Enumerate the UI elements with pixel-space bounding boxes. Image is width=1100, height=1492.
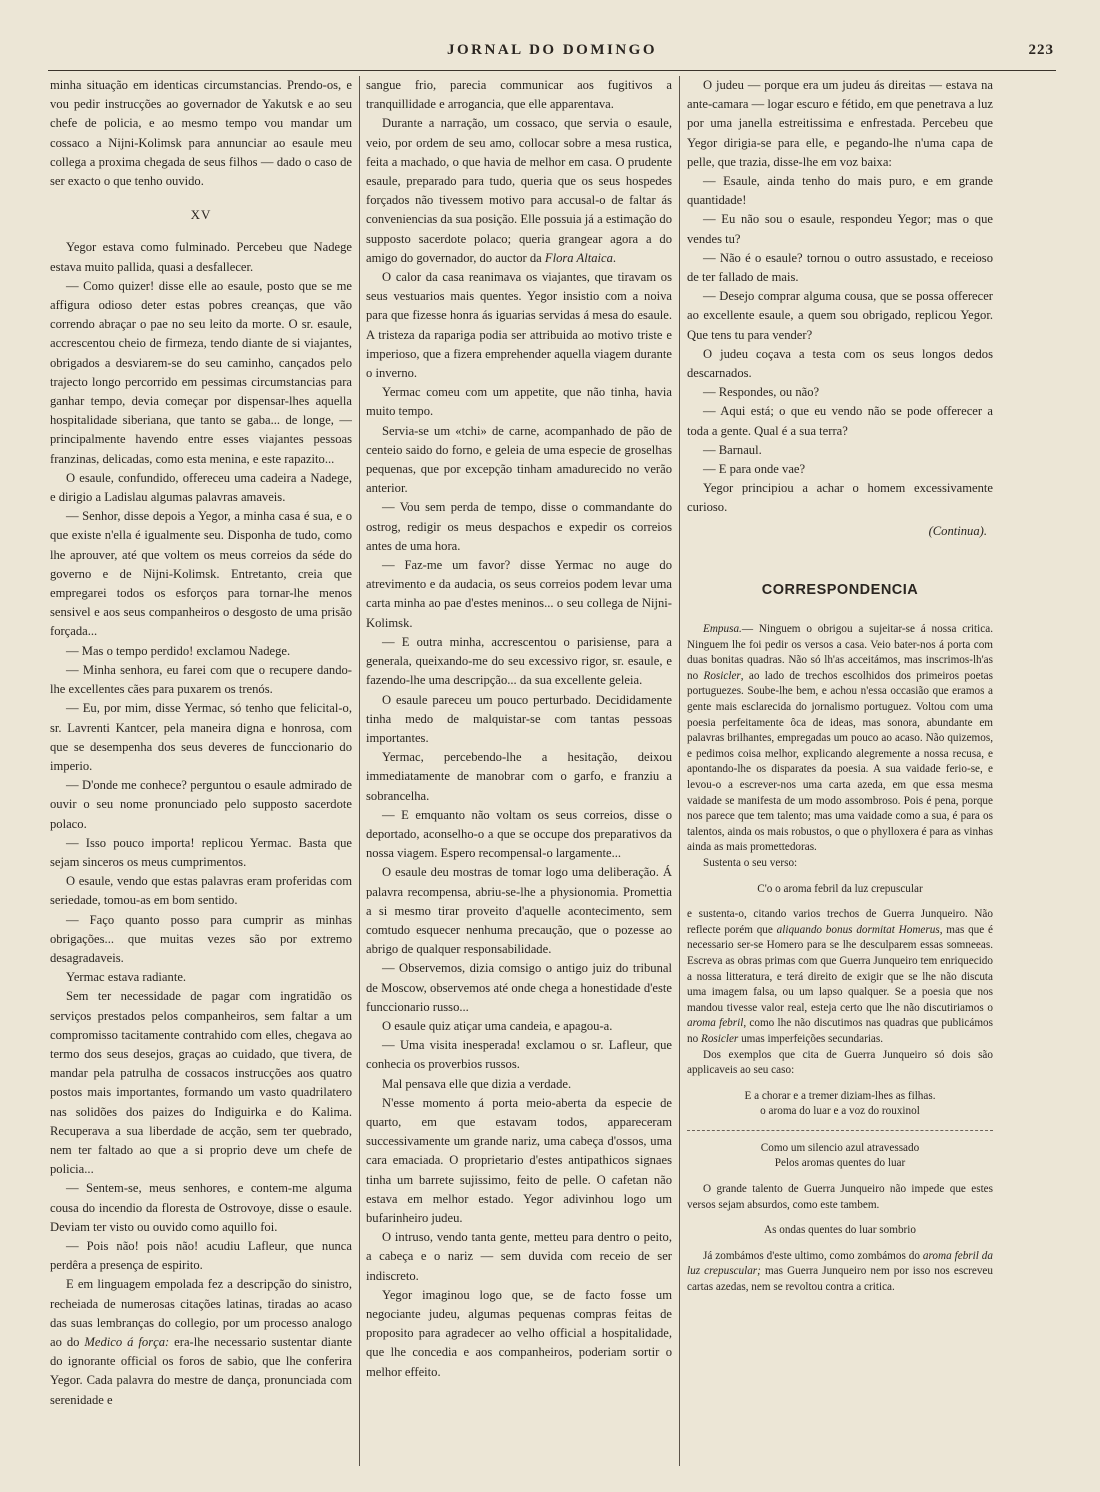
verse-quote [687, 1141, 993, 1172]
paragraph: sangue frio, parecia communicar aos fugitivos a tranquillidade e arrogancia, que elle apparentava. [366, 78, 672, 112]
paragraph: — Observemos, dizia comsigo o antigo juiz do tribunal de Moscow, observemos até onde chega a honestidade d'este funccionario russo... [366, 961, 672, 1014]
text-run: era-lhe necessario sustentar diante do ignorante official os foros de sabio, que lhe conferira Yegor. Cada palavra do mestre de dança, pronunciada com serenidade e [50, 1335, 352, 1407]
paragraph: — Esaule, ainda tenho do mais puro, e em grande quantidade! [687, 174, 993, 208]
text-run: umas imperfeições secundarias. [738, 1032, 884, 1045]
continua-note: (Continua). [928, 523, 987, 538]
text-run: , mas que é necessario ser-se Homero para se lhe desculparem essas somneeas. Escreva as obras primas com que Guerra Junqueiro tem enriquecido a nossa litteratura, e terá direito de exigir que se lhe não discuta uma imagem falsa, ou um lapso qualquer. Se a poesia que nos mandou tivesse valor real, esteja certo que lhe não discutiriamos o [687, 923, 993, 1014]
paragraph: Yermac, percebendo-lhe a hesitação, deixou immediatamente de manobrar com o garfo, e franziu a sobrancelha. [366, 750, 672, 803]
paragraph: O judeu — porque era um judeu ás direitas — estava na ante-camara — logar escuro e fétido, em que penetrava a luz por uma janella estreitissima e enfrestada. Percebeu que Yegor dirigia-se para elle, e pegando-lhe n'uma capa de pelle, que trazia, disse-lhe em voz baixa: [687, 78, 993, 169]
paragraph: — Respondes, ou não? [703, 385, 820, 400]
correspondencia-heading: CORRESPONDENCIA [761, 581, 919, 598]
correspondence-paragraph: Sustenta o seu verso: [703, 856, 798, 869]
italic-title: Medico á força: [84, 1335, 170, 1349]
verse-line: Como um silencio azul atravessado [760, 1141, 920, 1154]
text-run: — Ninguem o obrigou a sujeitar-se á nossa critica. Ninguem lhe foi pedir os versos a casa. Veio bater-nos á porta com duas bonitas quadras. Não só lh'as acceitámos, mas inscrimos-lh'as no [687, 623, 993, 682]
paragraph: O esaule, vendo que estas palavras eram proferidas com seriedade, tomou-as em bom sentido. [50, 874, 352, 908]
paragraph: O judeu coçava a testa com os seus longos dedos descarnados. [687, 346, 993, 381]
text-run: Já zombámos d'este ultimo, como zombámos do [703, 1249, 923, 1262]
paragraph: N'esse momento á porta meio-aberta da especie de quarto, em que estavam todos, appareceram successivamente um grande nariz, uma cabeça d'ossos, uma cara emaciada. O proprietario d'estes antipathicos signaes tinha um barrete sujissimo, feito de pelle. O cafetan não estava em melhor estado. Yegor adivinhou logo um bufarinheiro judeu. [366, 1095, 672, 1225]
italic-title: Flora Altaica [544, 250, 613, 265]
column-rule-2 [679, 76, 680, 1466]
paragraph: O esaule quiz atiçar uma candeia, e apagou-a. [382, 1018, 613, 1033]
verse-line: C'o o aroma febril da luz crepuscular [757, 882, 923, 895]
paragraph: minha situação em identicas circumstancias. Prendo-os, e vou pedir instrucções ao governador de Yakutsk e ao seu chefe de policia, e ao mesmo tempo vou mandar um cossaco a Nijni-Kolimsk para annunciar ao esaule meu collega a proxima chegada de seus filhos — dado o caso de ser exacto o que tenho ouvido. [50, 78, 352, 189]
paragraph: O intruso, vendo tanta gente, metteu para dentro o peito, a cabeça e o nariz — sem duvida com receio de ser indiscreto. [366, 1230, 672, 1283]
correspondence-paragraph: O grande talento de Guerra Junqueiro não impede que estes versos sejam absurdos, como este tambem. [687, 1183, 993, 1211]
correspondence-paragraph: Dos exemplos que cita de Guerra Junqueiro só dois são applicaveis ao seu caso: [687, 1048, 993, 1077]
italic-title: Rosicler [700, 1032, 739, 1045]
paragraph: Yegor principiou a achar o homem excessivamente curioso. [687, 481, 993, 515]
paragraph [50, 1275, 352, 1409]
italic-quote: aroma febril da luz crepuscular; [687, 1249, 993, 1278]
paragraph: — D'onde me conhece? perguntou o esaule admirado de ouvir o seu nome pronunciado pelo supposto sacerdote polaco. [50, 778, 352, 831]
text-run: Durante a narração, um cossaco, que servia o esaule, veio, por ordem de seu amo, collocar sobre a mesa rustica, feita a machado, o que havia de melhor em casa. O prudente esaule, preparado para tudo, queria que os seus hospedes forçados não tivessem motivo para accusal-o de faltar ás conveniencias da sua posição. Elle possuia já a estimação do supposto sacerdote polaco; queria grangear agora a do amigo do governador, do auctor da [366, 116, 672, 265]
paragraph: — Minha senhora, eu farei com que o recupere dando-lhe excellentes cães para puxarem os trenós. [50, 662, 352, 697]
paragraph: — Sentem-se, meus senhores, e contem-me alguma cousa do incendio da floresta de Ostrovoye, disse o esaule. Deviam ter visto ou ouvido como aquillo foi. [50, 1181, 352, 1234]
page-header [48, 40, 1056, 71]
column-3 [687, 76, 993, 1466]
paragraph: Servia-se um «tchi» de carne, acompanhado de pão de centeio saido do forno, e geleia de uma especie de groselhas pequenas, que por excepção tinham amadurecido no verão anterior. [366, 423, 672, 496]
verse-quote [687, 1223, 993, 1239]
text-run: , como lhe não discutimos nas quadras que publicámos no [687, 1017, 993, 1045]
paragraph [366, 114, 672, 268]
column-1 [50, 76, 352, 1466]
paragraph: Yegor estava como fulminado. Percebeu que Nadege estava muito pallida, quasi a desfallecer. [50, 240, 352, 274]
column-rule-1 [359, 76, 360, 1466]
italic-quote: aroma febril [687, 1017, 744, 1030]
verse-line: As ondas quentes do luar sombrio [764, 1224, 916, 1237]
italic-title: Rosicler [703, 669, 741, 682]
paragraph: — Desejo comprar alguma cousa, que se possa offerecer ao excellente esaule, a quem sou obrigado, replicou Yegor. Que tens tu para vender? [687, 289, 993, 342]
paragraph: — Pois não! pois não! acudiu Lafleur, que nunca perdêra a presença de espirito. [50, 1238, 352, 1273]
paragraph: Yermac estava radiante. [66, 970, 187, 985]
paragraph: Yegor imaginou logo que, se de facto fosse um negociante judeu, algumas pequenas compras feitas de proposito para agradecer ao velho official a hospitalidade, que lhe concedia e aos companheiros, poderiam sortir o melhor effeito. [366, 1287, 672, 1379]
text-run: , ao lado de trechos escolhidos dos primeiros poetas portuguezes. Soube-lhe bem, e achou n'essa occasião que eramos a gente mais esclarecida do jornalismo portuguez. Voltou com uma poesia perfeitamente ôca de ideas, mas sonora, abundante em palavras brilhantes, empregadas um pouco ao acaso. Não quizemos, e pedimos coisa melhor, explicando alegremente a nossa recusa, e apontando-lhe os disparates da poesia. A sua vaidade ferio-se, e levou-o a escrever-nos uma carta azeda, em que essa mesma vaidade se manifesta de um modo assombroso. Pois é pena, porque nos parece que tem talento; mas uma vaidade como a sua, é para os talentos, ainda os mais robustos, o que o phylloxera é para as vinhas ainda as mais promettedoras. [687, 669, 993, 854]
dotted-separator [687, 1130, 993, 1131]
paragraph: — Aqui está; o que eu vendo não se pode offerecer a toda a gente. Qual é a sua terra? [687, 404, 993, 438]
italic-quote: aliquando bonus dormitat Homerus [776, 923, 940, 936]
paragraph: — Eu, por mim, disse Yermac, só tenho que felicital-o, sr. Lavrenti Kantcer, pela maneira digna e honrosa, com que se desempenha dos seus deveres de funccionario do imperio. [50, 701, 352, 773]
paragraph: O esaule deu mostras de tomar logo uma deliberação. Á palavra recompensa, abriu-se-lhe a physionomia. Promettia a si mesmo tirar proveito d'aquelle acontecimento, sem comtudo esquecer nenhuma precaução, que o pozesse ao abrigo de qualquer responsabilidade. [366, 865, 672, 957]
correspondence-paragraph [687, 907, 993, 1047]
text-run: E em linguagem empolada fez a descripção do sinistro, recheiada de numerosas citações latinas, tiradas ao acaso das suas lembranças do collegio, por um processo analogo ao do [50, 1277, 352, 1349]
paragraph: — Vou sem perda de tempo, disse o commandante do ostrog, redigir os meus despachos e expedir os correios antes de uma hora. [366, 500, 672, 553]
paragraph: — Barnaul. [703, 442, 762, 457]
recipient-name: Empusa. [703, 623, 742, 636]
correspondence-paragraph [687, 622, 993, 856]
paragraph: — E para onde vae? [703, 462, 806, 477]
paragraph: — E outra minha, accrescentou o parisiense, para a generala, queixando-me do seu excessivo rigor, sr. esaule, e fazendo-lhe uma descripção... da sua excellente geleia. [366, 634, 672, 688]
text-run: . [612, 250, 617, 265]
verse-line: E a chorar e a tremer diziam-lhes as filhas. [744, 1089, 936, 1102]
paragraph: — Eu não sou o esaule, respondeu Yegor; mas o que vendes tu? [687, 212, 993, 246]
paragraph: — Isso pouco importa! replicou Yermac. Basta que sejam sinceros os meus cumprimentos. [50, 835, 352, 869]
correspondence-paragraph [687, 1249, 993, 1296]
paragraph: — Não é o esaule? tornou o outro assustado, e receioso de ter fallado de mais. [687, 250, 993, 285]
paragraph: — Mas o tempo perdido! exclamou Nadege. [66, 643, 291, 658]
verse-line: Pelos aromas quentes do luar [774, 1157, 906, 1170]
paragraph: — Faz-me um favor? disse Yermac no auge do atrevimento e da audacia, os seus correios podem levar uma carta minha ao pae d'estes meninos... o seu collega de Nijni-Kolimsk. [366, 558, 672, 630]
paragraph: — Faço quanto posso para cumprir as minhas obrigações... que muitas vezes são por extremo desagradaveis. [50, 912, 352, 965]
paragraph: — E emquanto não voltam os seus correios, disse o deportado, aconselho-o a que se occupe dos preparativos da nossa viagem. Espero recompensal-o largamente... [366, 807, 672, 861]
paragraph: — Como quizer! disse elle ao esaule, posto que se me affigura odioso deter estas pobres creanças, que vão correndo abraçar o pae no seu leito da morte. O sr. esaule, accrescentou cheio de firmeza, tendo diante de si viajantes, obrigados a desviarem-se do seu caminho, cançados pelo trajecto longo percorrido em pessimas circumstancias para ganhar tempo, devia começar por dispensar-lhes aquella hospitalidade siberiana, que tanto se gaba... de longe, — principalmente havendo entre esses viajantes pessoas franzinas, delicadas, como esta menina, e este rapazito... [50, 278, 352, 466]
text-run: e sustenta-o, citando varios trechos de Guerra Junqueiro. Não reflecte porém que [687, 908, 993, 936]
paragraph: O esaule pareceu um pouco perturbado. Decididamente tinha medo de malquistar-se com tantas pessoas importantes. [366, 692, 672, 745]
paragraph: Yermac comeu com um appetite, que não tinha, havia muito tempo. [366, 385, 672, 419]
paragraph: Mal pensava elle que dizia a verdade. [382, 1076, 572, 1091]
verse-quote [687, 1089, 993, 1120]
text-run: mas Guerra Junqueiro nem por isso nos escreveu cartas azedas, nem se revoltou contra a critica. [687, 1265, 993, 1294]
paragraph: — Senhor, disse depois a Yegor, a minha casa é sua, e o que existe n'ella é igualmente seu. Disponha de tudo, como lhe aprouver, até que voltem os meus correios da séde do governo e de Nijni-Kolimsk. Entretanto, creia que empregarei todos os esforços para tornar-lhe menos sensivel e aos seus companheiros o desgosto de uma prisão forçada... [50, 509, 352, 639]
masthead: JORNAL DO DOMINGO [446, 42, 657, 58]
column-2 [366, 76, 672, 1466]
paragraph: O esaule, confundido, offereceu uma cadeira a Nadege, e dirigio a Ladislau algumas palavras amaveis. [50, 470, 352, 505]
verse-quote [687, 882, 993, 898]
paragraph: O calor da casa reanimava os viajantes, que tiravam os seus vestuarios mais quentes. Yegor insistio com a noiva para que fizesse honra ás iguarias servidas á mesa do esaule. A tristeza da rapariga podia ser attribuida ao motivo triste e imperioso, que a fizera emprehender aquella viagem durante o inverno. [366, 270, 672, 381]
verse-line: o aroma do luar e a voz do rouxinol [760, 1105, 920, 1118]
correspondencia-section [687, 622, 993, 1296]
paragraph: Sem ter necessidade de pagar com ingratidão os serviços prestados pelos companheiros, sem faltar a um compromisso tacitamente contrahido com elles, chegava ao termo dos seus desejos, graças ao cuidado, que tivera, de mandar pela patrulha de cossacos instrucções aos quatro postos mais importantes, formando um vasto quadrilatero nas solidões dos paizes do Indiguirka e do Kalima. Recuperava a sua liberdade de acção, sem ter quebrado, nem ter faltado ao que a si proprio deve um chefe de policia... [50, 989, 352, 1177]
paragraph: — Uma visita inesperada! exclamou o sr. Lafleur, que conhecia os proverbios russos. [366, 1038, 672, 1072]
page-number: 223 [1028, 42, 1054, 58]
section-heading: XV [190, 207, 212, 223]
